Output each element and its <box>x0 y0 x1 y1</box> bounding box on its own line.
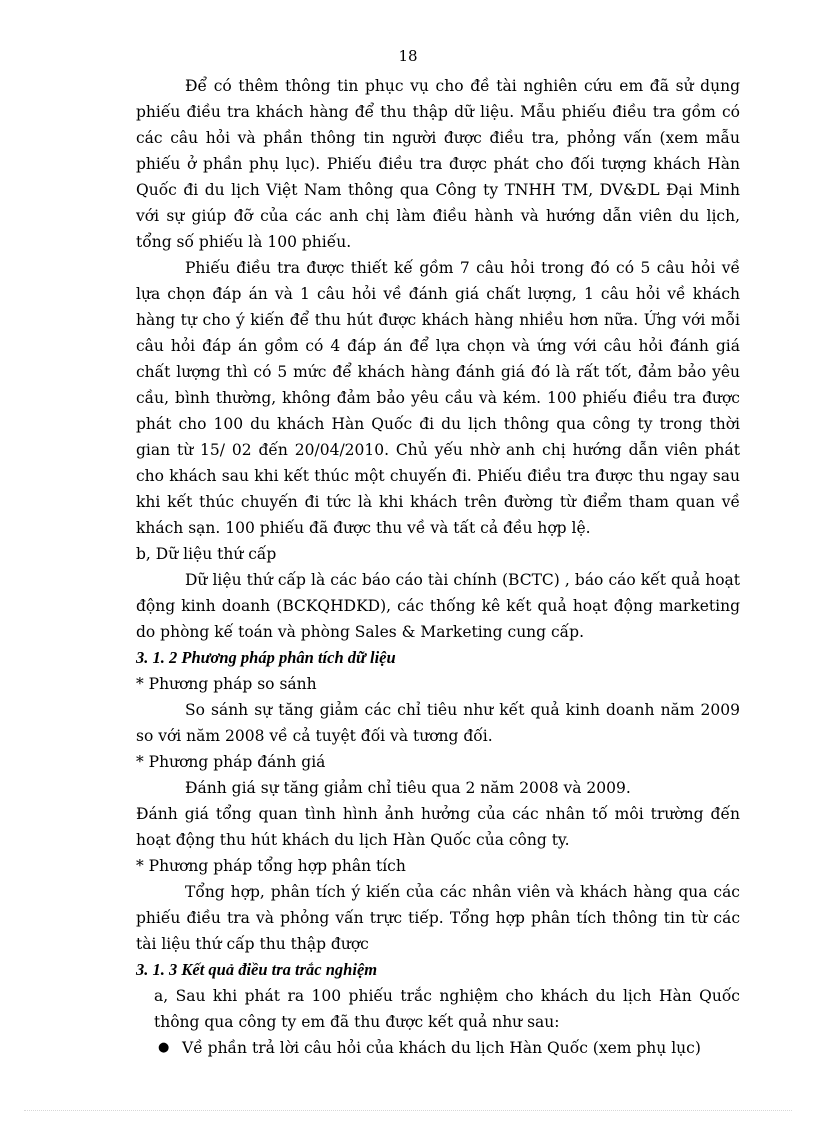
subheading-secondary-data: b, Dữ liệu thứ cấp <box>136 545 277 563</box>
paragraph-survey-results: a, Sau khi phát ra 100 phiếu trắc nghiệm cho khách du lịch Hàn Quốc thông qua công ty em đã thu được kết quả như sau: <box>154 987 740 1031</box>
paragraph-survey-design: Phiếu điều tra được thiết kế gồm 7 câu hỏi trong đó có 5 câu hỏi về lựa chọn đáp án và 1 câu hỏi về đánh giá chất lượng, 1 câu hỏi về khách hàng tự cho ý kiến để thu hút được khách hàng nhiều hơn nữa. Ứng với mỗi câu hỏi đáp án gồm có 4 đáp án để lựa chọn và ứng với câu hỏi đánh giá chất lượng thì có 5 mức để khách hàng đánh giá đó là rất tốt, đảm bảo yêu cầu, bình thường, không đảm bảo yêu cầu và kém. 100 phiếu điều tra được phát cho 100 du khách Hàn Quốc đi du lịch thông qua công ty trong thời gian từ 15/ 02 đến 20/04/2010. Chủ yếu nhờ anh chị hướng dẫn viên phát cho khách sau khi kết thúc một chuyến đi. Phiếu điều tra được thu ngay sau khi kết thúc chuyến đi tức là khi khách trên đường từ điểm tham quan về khách sạn. 100 phiếu đã được thu về và tất cả đều hợp lệ. <box>136 259 740 537</box>
method-compare-label: * Phương pháp so sánh <box>136 675 317 693</box>
paragraph-secondary-data: Dữ liệu thứ cấp là các báo cáo tài chính (BCTC) , báo cáo kết quả hoạt động kinh doanh (BCKQHDKD), các thống kê kết quả hoạt động marketing do phòng kế toán và phòng Sales & Marketing cung cấp. <box>136 571 740 641</box>
section-heading-3-1-3: 3. 1. 3 Kết quả điều tra trắc nghiệm <box>136 960 378 979</box>
document-body <box>136 73 740 1061</box>
paragraph-compare: So sánh sự tăng giảm các chỉ tiêu như kết quả kinh doanh năm 2009 so với năm 2008 về cả tuyệt đối và tương đối. <box>136 701 740 745</box>
list-item <box>136 1035 740 1061</box>
section-heading-3-1-2: 3. 1. 2 Phương pháp phân tích dữ liệu <box>136 648 396 667</box>
method-evaluate-label: * Phương pháp đánh giá <box>136 753 326 771</box>
method-synthesis-label: * Phương pháp tổng hợp phân tích <box>136 857 406 875</box>
bullet-icon: ● <box>158 1040 170 1055</box>
page-bottom-divider <box>24 1110 792 1111</box>
list-item-text: Về phần trả lời câu hỏi của khách du lịch Hàn Quốc (xem phụ lục) <box>182 1039 701 1057</box>
page-number: 18 <box>398 47 418 65</box>
paragraph-synthesis: Tổng hợp, phân tích ý kiến của các nhân viên và khách hàng qua các phiếu điều tra và phỏng vấn trực tiếp. Tổng hợp phân tích thông tin từ các tài liệu thứ cấp thu thập được <box>136 883 740 953</box>
paragraph-evaluate-years: Đánh giá sự tăng giảm chỉ tiêu qua 2 năm 2008 và 2009. <box>185 779 631 797</box>
paragraph-survey-intro: Để có thêm thông tin phục vụ cho đề tài nghiên cứu em đã sử dụng phiếu điều tra khách hàng để thu thập dữ liệu. Mẫu phiếu điều tra gồm có các câu hỏi và phần thông tin người được điều tra, phỏng vấn (xem mẫu phiếu ở phần phụ lục). Phiếu điều tra được phát cho đối tượng khách Hàn Quốc đi du lịch Việt Nam thông qua Công ty TNHH TM, DV&DL Đại Minh với sự giúp đỡ của các anh chị làm điều hành và hướng dẫn viên du lịch, tổng số phiếu là 100 phiếu. <box>136 77 740 251</box>
paragraph-evaluate-overview: Đánh giá tổng quan tình hình ảnh hưởng của các nhân tố môi trường đến hoạt động thu hút khách du lịch Hàn Quốc của công ty. <box>136 805 740 849</box>
